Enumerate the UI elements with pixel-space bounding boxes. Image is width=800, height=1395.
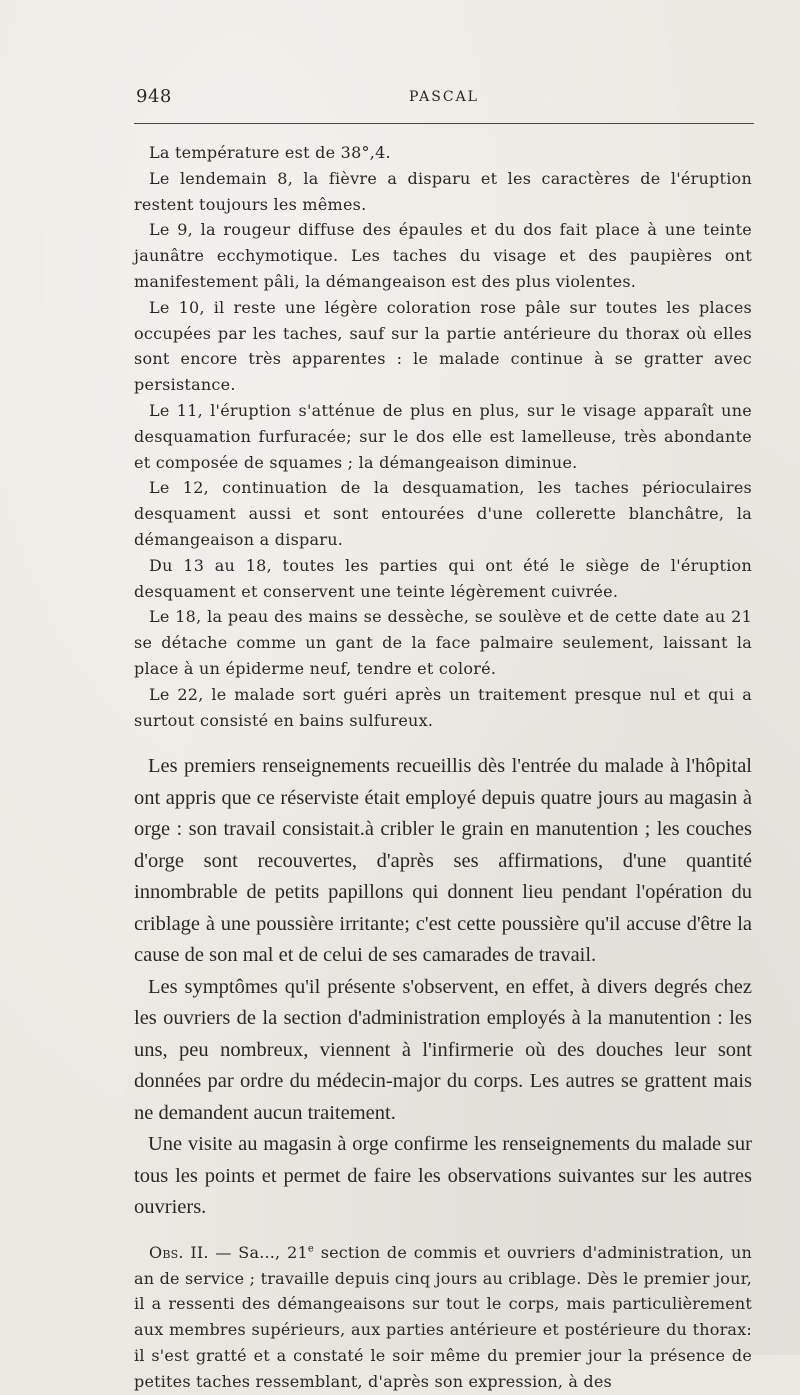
page-body <box>134 140 752 1395</box>
clinical-note-paragraph: Le 12, continuation de la desquamation, les taches périoculaires desquament aussi et sont entourées d'une collerette blanchâtre, la démangeaison a disparu. <box>134 478 752 549</box>
clinical-note-paragraph: Le 10, il reste une légère coloration rose pâle sur toutes les places occupées par les taches, sauf sur la partie antérieure du thorax où elles sont encore très apparentes : le malade continue à se gratter avec persistance. <box>134 297 752 395</box>
main-paragraph: Une visite au magasin à orge confirme les renseignements du malade sur tous les points et permet de faire les observations suivantes sur les autres ouvriers. <box>134 1133 752 1219</box>
main-text <box>134 751 752 1224</box>
observation-paragraph <box>134 1240 752 1395</box>
clinical-note-paragraph: Le 9, la rougeur diffuse des épaules et du dos fait place à une teinte jaunâtre ecchymotique. Les taches du visage et des paupières ont manifestement pâli, la démangeaison est des plus violentes. <box>134 220 752 291</box>
observation-label: Obs. II. <box>149 1242 209 1262</box>
page-number: 948 <box>136 86 172 107</box>
clinical-notes <box>134 140 752 733</box>
observation-text: section de commis et ouvriers d'administration, un an de service ; travaille depuis cinq jours au criblage. Dès le premier jour, il a ressenti des démangeaisons sur tout le corps, mais particulièrement aux membres supérieurs, aux parties antérieure et postérieure du thorax: il s'est gratté et a constaté le soir même du premier jour la présence de petites taches ressemblant, d'après son expression, à des <box>134 1242 752 1391</box>
clinical-note-paragraph: Du 13 au 18, toutes les parties qui ont été le siège de l'éruption desquament et conservent une teinte légèrement cuivrée. <box>134 555 752 601</box>
clinical-note-paragraph: Le 11, l'éruption s'atténue de plus en plus, sur le visage apparaît une desquamation furfuracée; sur le dos elle est lamelleuse, très abondante et composée de squames ; la démangeaison diminue. <box>134 400 752 472</box>
main-paragraph: Les premiers renseignements recueillis dès l'entrée du malade à l'hôpital ont appris que ce réserviste était employé depuis quatre jours au magasin à orge : son travail consistait.à cribler le grain en manutention ; les couches d'orge sont recouvertes, d'après ses affirmations, d'une quantité innombrable de petits papillons qui donnent lieu pendant l'opération du criblage à une poussière irritante; c'est cette poussière qu'il accuse d'être la cause de son mal et de celui de ses camarades de travail. <box>134 755 752 967</box>
header-rule <box>134 123 754 124</box>
observation-subject: — Sa..., <box>215 1242 281 1262</box>
clinical-note-paragraph: Le 22, le malade sort guéri après un traitement presque nul et qui a surtout consisté en bains sulfureux. <box>134 684 752 730</box>
observation-section-number: 21 <box>287 1242 308 1262</box>
page-header <box>134 86 754 116</box>
main-paragraph: Les symptômes qu'il présente s'observent, en effet, à divers degrés chez les ouvriers de la section d'administration employés à la manutention : les uns, peu nombreux, viennent à l'infirmerie où des douches leur sont données par ordre du médecin-major du corps. Les autres se grattent mais ne demandent aucun traitement. <box>134 975 752 1124</box>
clinical-note-paragraph: Le 18, la peau des mains se dessèche, se soulève et de cette date au 21 se détache comme un gant de la face palmaire seulement, laissant la place à un épiderme neuf, tendre et coloré. <box>134 607 752 678</box>
observation-block <box>134 1240 752 1395</box>
observation-section-suffix: e <box>307 1243 314 1255</box>
running-title: PASCAL <box>409 89 479 105</box>
clinical-note-paragraph: Le lendemain 8, la fièvre a disparu et les caractères de l'éruption restent toujours les mêmes. <box>134 168 752 214</box>
clinical-note-paragraph: La température est de 38°,4. <box>149 143 391 162</box>
